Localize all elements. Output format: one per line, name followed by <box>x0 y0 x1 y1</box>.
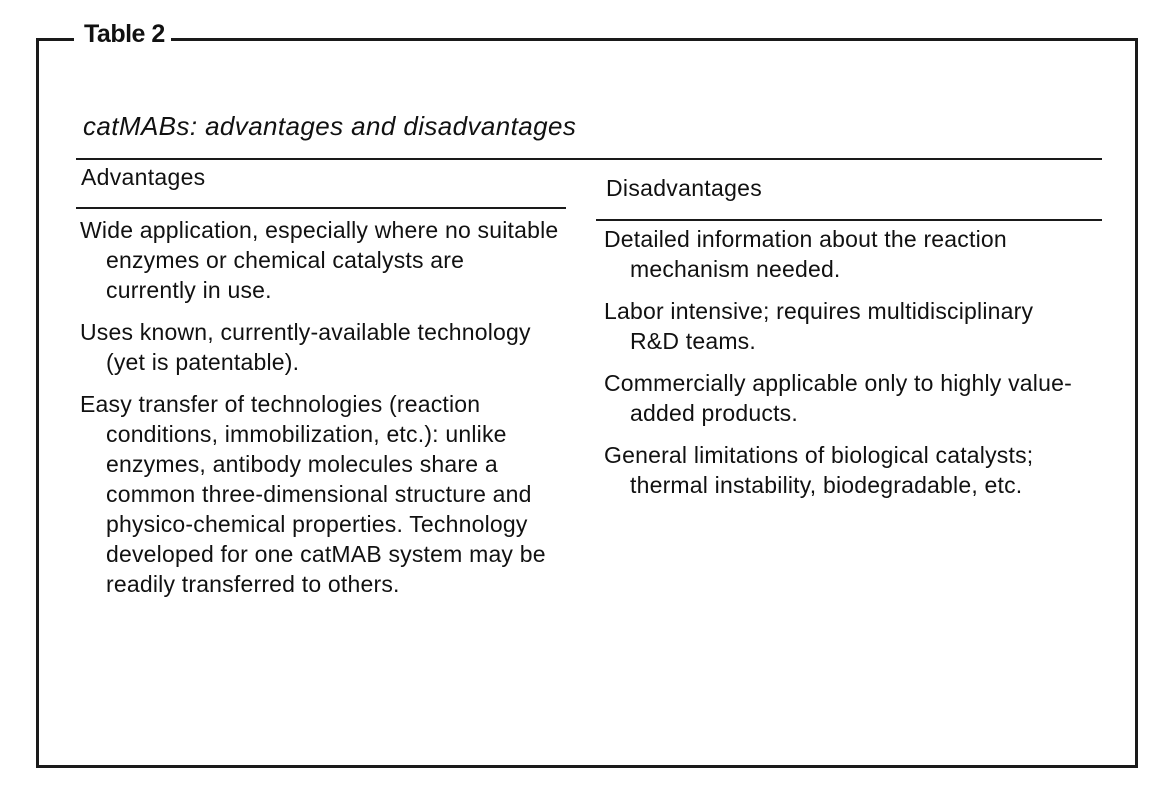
advantages-list <box>80 215 560 611</box>
disadvantages-header: Disadvantages <box>606 175 763 201</box>
table-title: catMABs: advantages and disadvantages <box>83 111 577 141</box>
advantage-item: Wide application, especially where no suitable enzymes or chemical catalysts are currently in use. <box>80 217 559 303</box>
advantages-header: Advantages <box>81 164 206 190</box>
disadvantage-item: General limitations of biological catalysts; thermal instability, biodegradable, etc. <box>604 442 1034 498</box>
header-rule-right <box>596 219 1102 221</box>
header-rule-left <box>76 207 566 209</box>
disadvantage-item: Commercially applicable only to highly value-added products. <box>604 370 1072 426</box>
disadvantages-list <box>604 224 1074 512</box>
advantage-item: Uses known, currently-available technology (yet is patentable). <box>80 319 531 375</box>
table-label: Table 2 <box>74 18 171 50</box>
disadvantage-item: Detailed information about the reaction mechanism needed. <box>604 226 1007 282</box>
title-rule <box>76 158 1102 160</box>
advantage-item: Easy transfer of technologies (reaction conditions, immobilization, etc.): unlike enzymes, antibody molecules share a common three-dimensional structure and physico-chemical properties. Technology developed for one catMAB system may be readily transferred to others. <box>80 391 546 597</box>
disadvantage-item: Labor intensive; requires multidisciplinary R&D teams. <box>604 298 1034 354</box>
